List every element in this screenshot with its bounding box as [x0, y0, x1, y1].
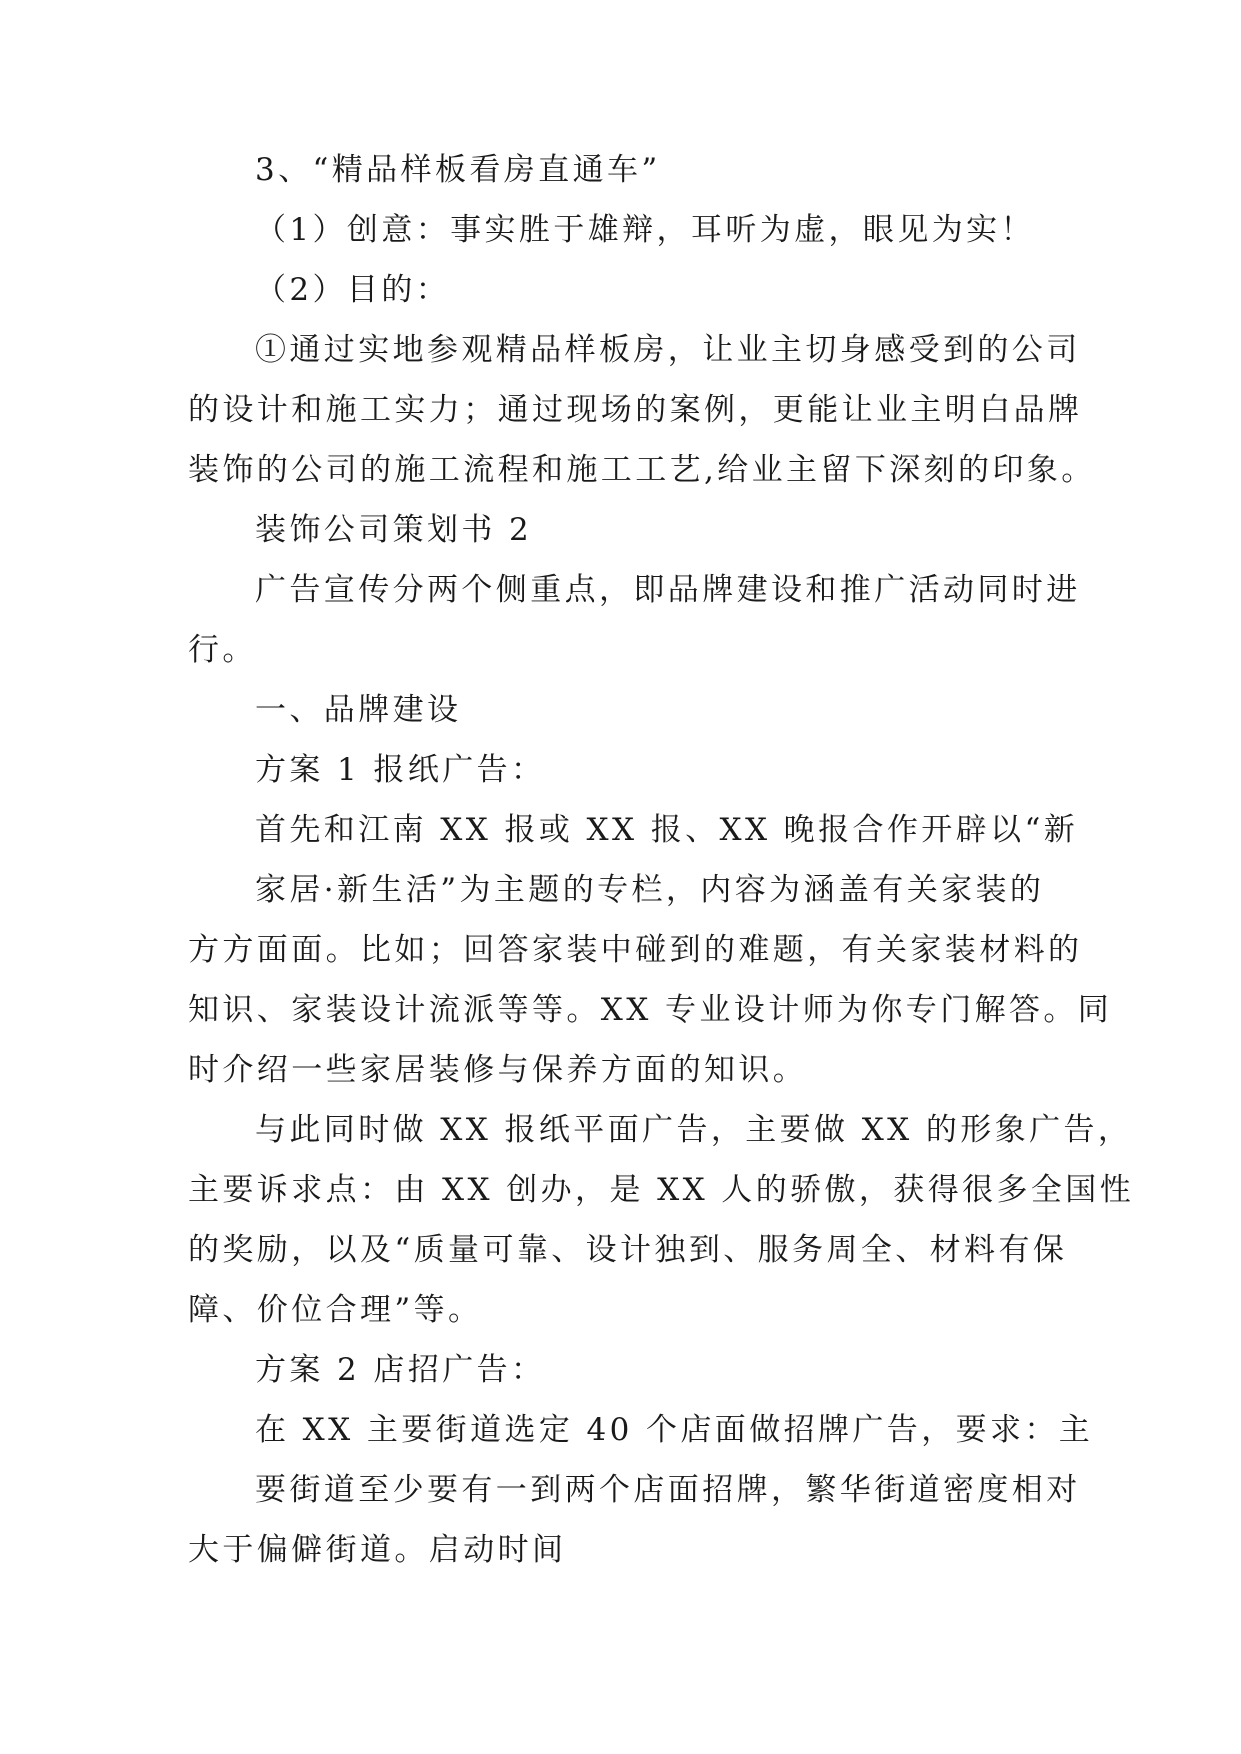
- paragraph-plan-1-line-3: 方方面面。比如；回答家装中碰到的难题，有关家装材料的: [188, 932, 1083, 968]
- heading-plan-2: 方案 2 店招广告：: [255, 1352, 546, 1388]
- paragraph-purpose-label: （2）目的：: [255, 272, 451, 308]
- paragraph-creative: （1）创意：事实胜于雄辩，耳听为虚，眼见为实！: [255, 212, 1035, 248]
- paragraph-plan-1-line-1: 首先和江南 XX 报或 XX 报、XX 晚报合作开辟以“新: [255, 812, 1079, 848]
- paragraph-purpose-line-2: 的设计和施工实力；通过现场的案例，更能让业主明白品牌: [188, 392, 1083, 428]
- heading-brand-building: 一、品牌建设: [255, 692, 462, 728]
- paragraph-print-ad-line-4: 障、价位合理”等。: [188, 1292, 483, 1328]
- paragraph-plan-2-line-2: 要街道至少要有一到两个店面招牌，繁华街道密度相对: [255, 1472, 1081, 1508]
- paragraph-print-ad-line-2: 主要诉求点：由 XX 创办，是 XX 人的骄傲，获得很多全国性: [188, 1172, 1135, 1208]
- paragraph-plan-2-line-3: 大于偏僻街道。启动时间: [188, 1532, 567, 1568]
- heading-plan-1: 方案 1 报纸广告：: [255, 752, 546, 788]
- paragraph-plan-2-line-1: 在 XX 主要街道选定 40 个店面做招牌广告，要求：主: [255, 1412, 1094, 1448]
- paragraph-plan-1-line-4: 知识、家装设计流派等等。XX 专业设计师为你专门解答。同: [188, 992, 1113, 1028]
- paragraph-print-ad-line-1: 与此同时做 XX 报纸平面广告，主要做 XX 的形象广告，: [255, 1112, 1133, 1148]
- paragraph-intro-line-1: 广告宣传分两个侧重点，即品牌建设和推广活动同时进: [255, 572, 1081, 608]
- paragraph-purpose-line-3: 装饰的公司的施工流程和施工工艺,给业主留下深刻的印象。: [188, 452, 1096, 488]
- heading-item-3: 3、“精品样板看房直通车”: [255, 152, 661, 188]
- paragraph-plan-1-line-2: 家居·新生活”为主题的专栏，内容为涵盖有关家装的: [255, 872, 1045, 908]
- section-title: 装饰公司策划书 2: [255, 512, 533, 548]
- paragraph-purpose-line-1: ①通过实地参观精品样板房，让业主切身感受到的公司: [255, 332, 1081, 368]
- paragraph-print-ad-line-3: 的奖励，以及“质量可靠、设计独到、服务周全、材料有保: [188, 1232, 1068, 1268]
- paragraph-intro-line-2: 行。: [188, 632, 257, 668]
- paragraph-plan-1-line-5: 时介绍一些家居装修与保养方面的知识。: [188, 1052, 808, 1088]
